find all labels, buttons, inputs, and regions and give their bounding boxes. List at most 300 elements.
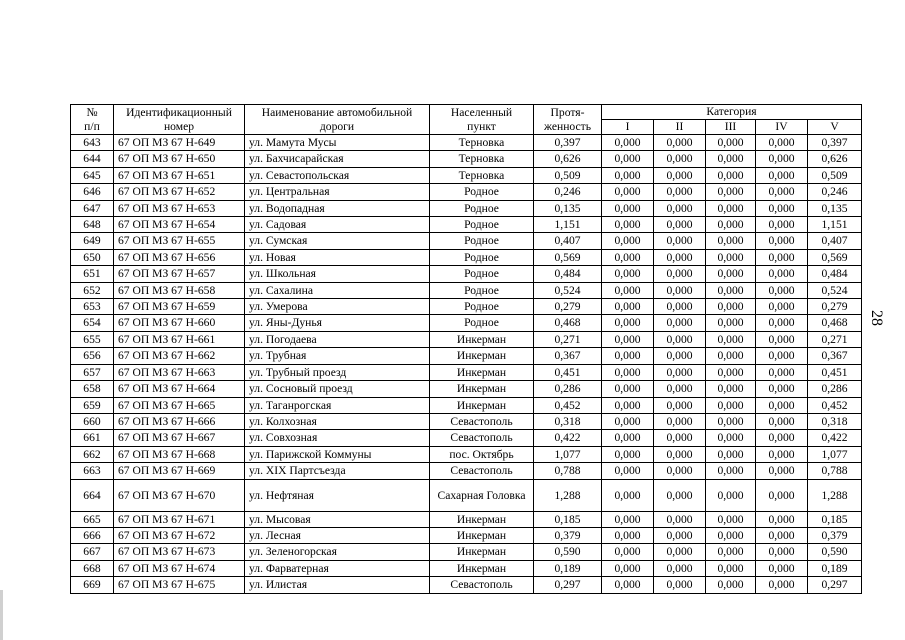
row-number: 662 [71,446,114,462]
category-iv-value: 0,000 [756,233,808,249]
category-iii-value: 0,000 [706,282,756,298]
category-iii-value: 0,000 [706,151,756,167]
table-row [71,544,862,560]
category-v-value: 0,407 [808,233,862,249]
category-v-value: 0,271 [808,331,862,347]
table-row [71,413,862,429]
road-id: 67 ОП МЗ 67 Н-667 [114,430,245,446]
road-name: ул. Центральная [245,184,430,200]
category-v-value: 0,189 [808,560,862,576]
table-row [71,299,862,315]
road-length: 0,379 [534,527,602,543]
category-ii-value: 0,000 [654,151,706,167]
road-name: ул. Зеленогорская [245,544,430,560]
road-length: 0,407 [534,233,602,249]
category-ii-value: 0,000 [654,527,706,543]
road-id: 67 ОП МЗ 67 Н-654 [114,217,245,233]
category-iii-value: 0,000 [706,135,756,151]
row-number: 661 [71,430,114,446]
row-number: 658 [71,381,114,397]
category-iv-value: 0,000 [756,544,808,560]
category-iii-value: 0,000 [706,249,756,265]
road-name: ул. Умерова [245,299,430,315]
category-iii-value: 0,000 [706,463,756,479]
road-name: ул. Новая [245,249,430,265]
category-v-value: 0,509 [808,167,862,183]
road-id: 67 ОП МЗ 67 Н-673 [114,544,245,560]
settlement: пос. Октябрь [430,446,534,462]
category-v-value: 0,569 [808,249,862,265]
settlement: Родное [430,200,534,216]
row-number: 647 [71,200,114,216]
category-iv-value: 0,000 [756,282,808,298]
category-iii-value: 0,000 [706,577,756,593]
category-ii-value: 0,000 [654,413,706,429]
road-id: 67 ОП МЗ 67 Н-662 [114,348,245,364]
table-row [71,479,862,511]
category-iii-value: 0,000 [706,315,756,331]
road-name: ул. Сахалина [245,282,430,298]
category-i-value: 0,000 [602,151,654,167]
road-id: 67 ОП МЗ 67 Н-668 [114,446,245,462]
table-row [71,217,862,233]
category-i-value: 0,000 [602,331,654,347]
category-v-value: 0,246 [808,184,862,200]
road-name: ул. Фарватерная [245,560,430,576]
category-iv-value: 0,000 [756,479,808,511]
row-number: 645 [71,167,114,183]
category-iii-value: 0,000 [706,233,756,249]
road-length: 0,509 [534,167,602,183]
road-id: 67 ОП МЗ 67 Н-666 [114,413,245,429]
settlement: Севастополь [430,463,534,479]
category-ii-value: 0,000 [654,430,706,446]
table-row [71,249,862,265]
category-iv-value: 0,000 [756,151,808,167]
category-iv-value: 0,000 [756,249,808,265]
road-length: 1,288 [534,479,602,511]
road-id: 67 ОП МЗ 67 Н-660 [114,315,245,331]
category-i-value: 0,000 [602,135,654,151]
category-v-value: 0,297 [808,577,862,593]
table-row [71,527,862,543]
category-iv-value: 0,000 [756,184,808,200]
header-num: № п/п [71,105,114,135]
category-i-value: 0,000 [602,364,654,380]
category-iii-value: 0,000 [706,413,756,429]
category-i-value: 0,000 [602,233,654,249]
category-iii-value: 0,000 [706,331,756,347]
road-id: 67 ОП МЗ 67 Н-650 [114,151,245,167]
table-row [71,430,862,446]
table-row [71,184,862,200]
category-iv-value: 0,000 [756,413,808,429]
settlement: Терновка [430,151,534,167]
category-i-value: 0,000 [602,446,654,462]
row-number: 663 [71,463,114,479]
settlement: Родное [430,315,534,331]
category-ii-value: 0,000 [654,266,706,282]
table-row [71,511,862,527]
road-length: 0,451 [534,364,602,380]
category-iii-value: 0,000 [706,364,756,380]
category-iv-value: 0,000 [756,200,808,216]
category-ii-value: 0,000 [654,200,706,216]
category-iii-value: 0,000 [706,167,756,183]
category-ii-value: 0,000 [654,544,706,560]
road-id: 67 ОП МЗ 67 Н-651 [114,167,245,183]
category-ii-value: 0,000 [654,577,706,593]
category-iv-value: 0,000 [756,397,808,413]
category-v-value: 0,135 [808,200,862,216]
category-ii-value: 0,000 [654,135,706,151]
header-category-ii: II [654,120,706,135]
category-iv-value: 0,000 [756,463,808,479]
road-id: 67 ОП МЗ 67 Н-661 [114,331,245,347]
category-ii-value: 0,000 [654,381,706,397]
category-i-value: 0,000 [602,577,654,593]
category-ii-value: 0,000 [654,463,706,479]
category-iii-value: 0,000 [706,511,756,527]
category-i-value: 0,000 [602,315,654,331]
category-v-value: 1,288 [808,479,862,511]
category-v-value: 0,452 [808,397,862,413]
category-v-value: 0,397 [808,135,862,151]
category-v-value: 0,422 [808,430,862,446]
settlement: Севастополь [430,413,534,429]
category-iv-value: 0,000 [756,217,808,233]
header-category: Категория [602,105,862,120]
scan-edge [0,590,3,640]
road-id: 67 ОП МЗ 67 Н-657 [114,266,245,282]
table-row [71,348,862,364]
category-iv-value: 0,000 [756,560,808,576]
table-row [71,463,862,479]
row-number: 667 [71,544,114,560]
row-number: 650 [71,249,114,265]
category-i-value: 0,000 [602,266,654,282]
row-number: 654 [71,315,114,331]
header-settlement: Населенный пункт [430,105,534,135]
category-v-value: 0,788 [808,463,862,479]
road-length: 0,185 [534,511,602,527]
road-id: 67 ОП МЗ 67 Н-674 [114,560,245,576]
road-id: 67 ОП МЗ 67 Н-656 [114,249,245,265]
road-name: ул. Лесная [245,527,430,543]
category-iii-value: 0,000 [706,544,756,560]
category-v-value: 1,151 [808,217,862,233]
category-i-value: 0,000 [602,527,654,543]
road-id: 67 ОП МЗ 67 Н-675 [114,577,245,593]
row-number: 646 [71,184,114,200]
row-number: 655 [71,331,114,347]
road-name: ул. Мамута Мусы [245,135,430,151]
road-name: ул. Колхозная [245,413,430,429]
row-number: 653 [71,299,114,315]
category-iv-value: 0,000 [756,364,808,380]
row-number: 644 [71,151,114,167]
header-road-name: Наименование автомобильной дороги [245,105,430,135]
settlement: Родное [430,299,534,315]
category-v-value: 0,524 [808,282,862,298]
row-number: 652 [71,282,114,298]
table-row [71,446,862,462]
table-row [71,167,862,183]
road-id: 67 ОП МЗ 67 Н-665 [114,397,245,413]
road-length: 0,286 [534,381,602,397]
settlement: Инкерман [430,397,534,413]
category-iii-value: 0,000 [706,397,756,413]
road-id: 67 ОП МЗ 67 Н-663 [114,364,245,380]
row-number: 656 [71,348,114,364]
row-number: 668 [71,560,114,576]
road-id: 67 ОП МЗ 67 Н-653 [114,200,245,216]
row-number: 659 [71,397,114,413]
road-name: ул. Садовая [245,217,430,233]
page-number: 28 [868,310,885,326]
category-i-value: 0,000 [602,249,654,265]
category-i-value: 0,000 [602,184,654,200]
category-iii-value: 0,000 [706,381,756,397]
category-ii-value: 0,000 [654,331,706,347]
category-ii-value: 0,000 [654,299,706,315]
header-category-v: V [808,120,862,135]
settlement: Терновка [430,135,534,151]
road-name: ул. Сумская [245,233,430,249]
category-v-value: 0,367 [808,348,862,364]
table-row [71,200,862,216]
category-ii-value: 0,000 [654,315,706,331]
category-i-value: 0,000 [602,430,654,446]
category-v-value: 0,379 [808,527,862,543]
category-i-value: 0,000 [602,413,654,429]
category-v-value: 0,318 [808,413,862,429]
category-i-value: 0,000 [602,282,654,298]
table-row [71,315,862,331]
road-id: 67 ОП МЗ 67 Н-649 [114,135,245,151]
category-i-value: 0,000 [602,167,654,183]
row-number: 643 [71,135,114,151]
category-iv-value: 0,000 [756,266,808,282]
road-length: 0,246 [534,184,602,200]
row-number: 664 [71,479,114,511]
row-number: 649 [71,233,114,249]
road-length: 0,524 [534,282,602,298]
category-iv-value: 0,000 [756,135,808,151]
road-name: ул. Яны-Дунья [245,315,430,331]
road-length: 0,422 [534,430,602,446]
road-name: ул. Парижской Коммуны [245,446,430,462]
category-i-value: 0,000 [602,299,654,315]
table-row [71,364,862,380]
row-number: 666 [71,527,114,543]
category-ii-value: 0,000 [654,249,706,265]
road-id: 67 ОП МЗ 67 Н-670 [114,479,245,511]
category-i-value: 0,000 [602,463,654,479]
settlement: Севастополь [430,430,534,446]
road-length: 0,318 [534,413,602,429]
category-iii-value: 0,000 [706,348,756,364]
settlement: Инкерман [430,560,534,576]
header-id: Идентификационный номер [114,105,245,135]
category-ii-value: 0,000 [654,511,706,527]
table-row [71,577,862,593]
settlement: Родное [430,249,534,265]
category-i-value: 0,000 [602,511,654,527]
table-row [71,381,862,397]
category-iii-value: 0,000 [706,527,756,543]
road-name: ул. Бахчисарайская [245,151,430,167]
road-length: 0,279 [534,299,602,315]
category-ii-value: 0,000 [654,282,706,298]
category-i-value: 0,000 [602,560,654,576]
category-iv-value: 0,000 [756,430,808,446]
settlement: Инкерман [430,527,534,543]
road-length: 0,468 [534,315,602,331]
category-iv-value: 0,000 [756,446,808,462]
road-name: ул. Мысовая [245,511,430,527]
category-v-value: 0,626 [808,151,862,167]
category-iv-value: 0,000 [756,381,808,397]
category-iii-value: 0,000 [706,299,756,315]
table-row [71,233,862,249]
table-body [71,135,862,594]
settlement: Терновка [430,167,534,183]
category-ii-value: 0,000 [654,446,706,462]
table-row [71,397,862,413]
road-name: ул. Школьная [245,266,430,282]
category-v-value: 0,468 [808,315,862,331]
category-iii-value: 0,000 [706,479,756,511]
category-iv-value: 0,000 [756,315,808,331]
roads-table [70,104,862,594]
road-length: 0,626 [534,151,602,167]
category-iv-value: 0,000 [756,527,808,543]
road-name: ул. Погодаева [245,331,430,347]
road-name: ул. Сосновый проезд [245,381,430,397]
road-length: 0,590 [534,544,602,560]
category-v-value: 0,279 [808,299,862,315]
category-v-value: 0,590 [808,544,862,560]
road-id: 67 ОП МЗ 67 Н-671 [114,511,245,527]
road-id: 67 ОП МЗ 67 Н-658 [114,282,245,298]
table-row [71,151,862,167]
table-row [71,266,862,282]
road-name: ул. Трубный проезд [245,364,430,380]
road-id: 67 ОП МЗ 67 Н-669 [114,463,245,479]
category-iii-value: 0,000 [706,560,756,576]
road-name: ул. Совхозная [245,430,430,446]
table-row [71,560,862,576]
category-ii-value: 0,000 [654,397,706,413]
road-id: 67 ОП МЗ 67 Н-672 [114,527,245,543]
category-iii-value: 0,000 [706,200,756,216]
category-v-value: 0,185 [808,511,862,527]
category-ii-value: 0,000 [654,479,706,511]
category-iii-value: 0,000 [706,266,756,282]
road-name: ул. Севастопольская [245,167,430,183]
category-ii-value: 0,000 [654,217,706,233]
category-iii-value: 0,000 [706,184,756,200]
category-ii-value: 0,000 [654,348,706,364]
road-name: ул. Илистая [245,577,430,593]
road-length: 0,271 [534,331,602,347]
settlement: Родное [430,233,534,249]
category-iii-value: 0,000 [706,446,756,462]
category-v-value: 0,286 [808,381,862,397]
category-ii-value: 0,000 [654,184,706,200]
settlement: Сахарная Головка [430,479,534,511]
settlement: Севастополь [430,577,534,593]
settlement: Инкерман [430,544,534,560]
category-ii-value: 0,000 [654,560,706,576]
settlement: Инкерман [430,331,534,347]
table-header [71,105,862,135]
category-iii-value: 0,000 [706,430,756,446]
category-iii-value: 0,000 [706,217,756,233]
table-row [71,331,862,347]
road-id: 67 ОП МЗ 67 Н-652 [114,184,245,200]
road-length: 0,452 [534,397,602,413]
category-v-value: 1,077 [808,446,862,462]
category-iv-value: 0,000 [756,167,808,183]
settlement: Родное [430,184,534,200]
category-ii-value: 0,000 [654,167,706,183]
row-number: 648 [71,217,114,233]
row-number: 657 [71,364,114,380]
road-name: ул. Нефтяная [245,479,430,511]
settlement: Инкерман [430,511,534,527]
road-name: ул. Трубная [245,348,430,364]
category-iv-value: 0,000 [756,348,808,364]
category-iv-value: 0,000 [756,299,808,315]
header-category-iii: III [706,120,756,135]
road-id: 67 ОП МЗ 67 Н-659 [114,299,245,315]
road-name: ул. XIX Партсъезда [245,463,430,479]
row-number: 665 [71,511,114,527]
road-length: 0,569 [534,249,602,265]
category-v-value: 0,484 [808,266,862,282]
road-name: ул. Водопадная [245,200,430,216]
header-category-iv: IV [756,120,808,135]
road-length: 1,151 [534,217,602,233]
settlement: Родное [430,217,534,233]
road-id: 67 ОП МЗ 67 Н-664 [114,381,245,397]
category-iv-value: 0,000 [756,511,808,527]
road-name: ул. Таганрогская [245,397,430,413]
road-length: 1,077 [534,446,602,462]
settlement: Инкерман [430,364,534,380]
road-length: 0,484 [534,266,602,282]
settlement: Родное [430,266,534,282]
row-number: 651 [71,266,114,282]
settlement: Инкерман [430,348,534,364]
road-id: 67 ОП МЗ 67 Н-655 [114,233,245,249]
table-row [71,282,862,298]
row-number: 660 [71,413,114,429]
road-length: 0,788 [534,463,602,479]
category-iv-value: 0,000 [756,577,808,593]
header-category-i: I [602,120,654,135]
road-length: 0,135 [534,200,602,216]
road-length: 0,397 [534,135,602,151]
settlement: Родное [430,282,534,298]
category-i-value: 0,000 [602,348,654,364]
category-i-value: 0,000 [602,397,654,413]
category-iv-value: 0,000 [756,331,808,347]
category-i-value: 0,000 [602,479,654,511]
road-length: 0,189 [534,560,602,576]
